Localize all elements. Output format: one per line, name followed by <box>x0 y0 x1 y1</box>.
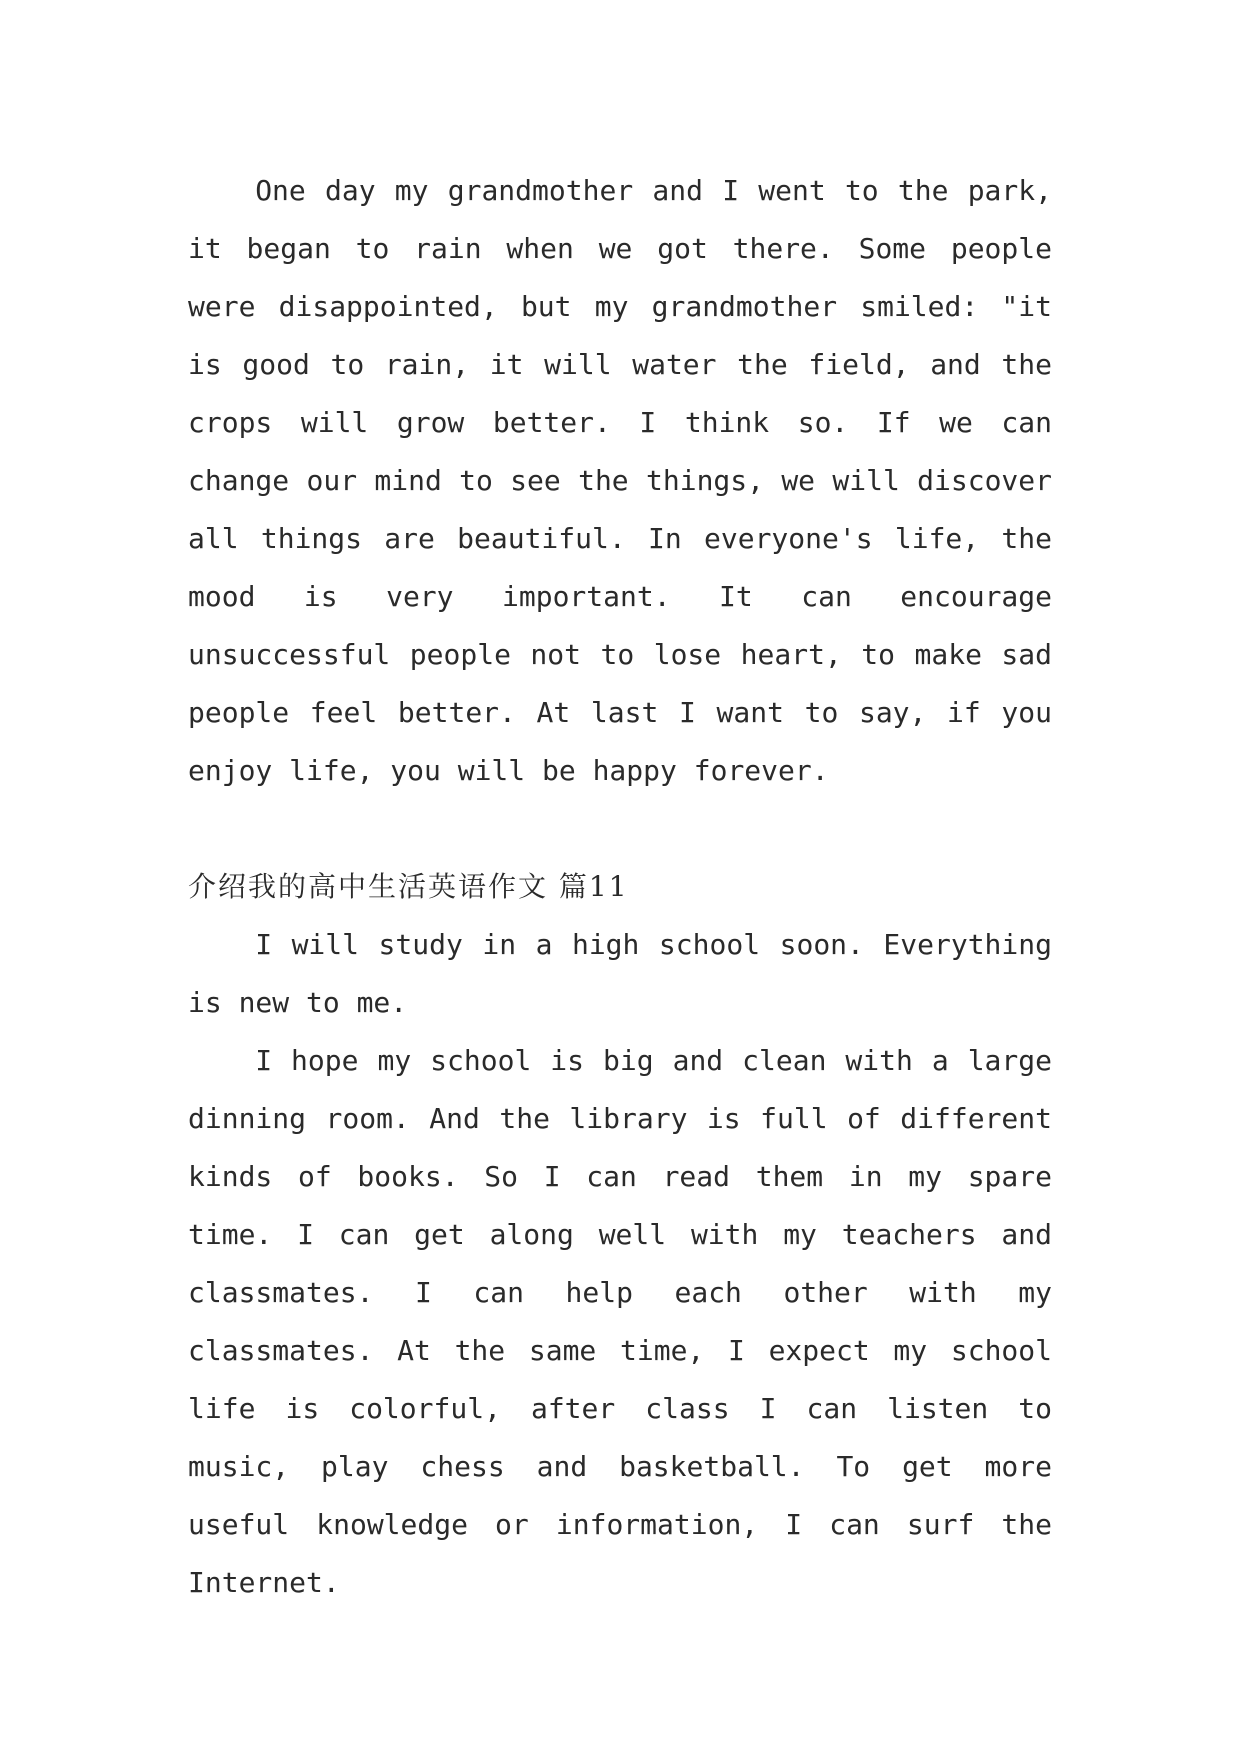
paragraph-grandmother-park: One day my grandmother and I went to the park, it began to rain when we got there. Some people were disappointed, but my grandmother smiled: "it is good to rain, it will water the field, and the crops will grow better. I think so. If we can change our mind to see the things, we will discover all things are beautiful. In everyone's life, the mood is very important. It can encourage unsuccessful people not to lose heart, to make sad people feel better. At last I want to say, if you enjoy life, you will be happy forever. <box>188 174 1052 787</box>
paragraph-high-school-intro: I will study in a high school soon. Everything is new to me. <box>188 928 1052 1019</box>
section-heading: 介绍我的高中生活英语作文 篇11 <box>188 870 629 903</box>
document-body <box>188 162 1052 1612</box>
paragraph-school-hopes: I hope my school is big and clean with a large dinning room. And the library is full of different kinds of books. So I can read them in my spare time. I can get along well with my teachers and classmates. I can help each other with my classmates. At the same time, I expect my school life is colorful, after class I can listen to music, play chess and basketball. To get more useful knowledge or information, I can surf the Internet. <box>188 1044 1052 1599</box>
